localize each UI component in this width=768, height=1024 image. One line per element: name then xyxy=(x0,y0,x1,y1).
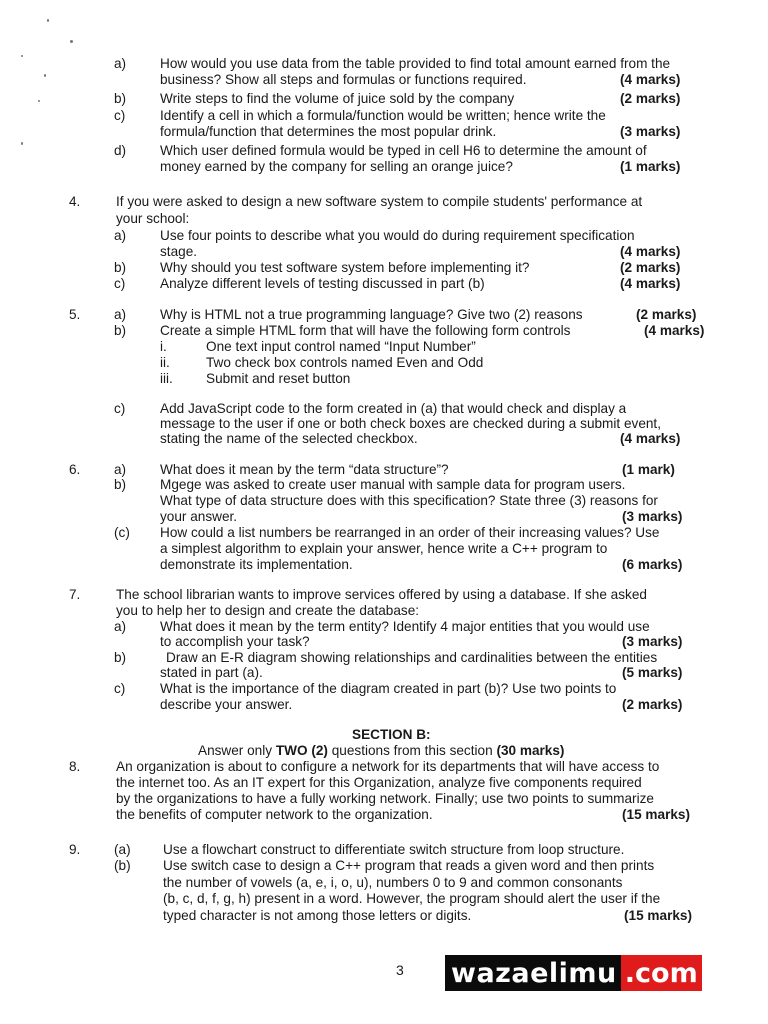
scan-speck xyxy=(44,74,46,77)
instr-text: Answer only xyxy=(198,743,276,758)
q6b-text: Mgege was asked to create user manual with sample data for program users. xyxy=(160,477,626,492)
q7-number: 7. xyxy=(69,587,81,602)
q9b-text: typed character is not among those letters or digits. xyxy=(163,908,472,923)
q3d-marks: (1 marks) xyxy=(620,159,681,174)
q4-stem: If you were asked to design a new software system to compile students' performance at xyxy=(116,194,643,209)
q7b-label: b) xyxy=(114,650,127,665)
q3d-text: Which user defined formula would be typed in cell H6 to determine the amount of xyxy=(160,143,647,158)
q9b-text: Use switch case to design a C++ program that reads a given word and then prints xyxy=(163,858,655,873)
q3c-label: c) xyxy=(114,108,126,123)
q4-stem: your school: xyxy=(116,211,190,226)
q6c-label: (c) xyxy=(114,525,130,540)
instr-text: questions from this section xyxy=(327,743,497,758)
q4b-marks: (2 marks) xyxy=(620,260,681,275)
q7-stem: The school librarian wants to improve services offered by using a database. If she asked xyxy=(116,587,647,602)
q5b-marks: (4 marks) xyxy=(644,323,705,338)
q8-text: by the organizations to have a fully working network. Finally; use two points to summarize xyxy=(116,791,654,806)
q6b-marks: (3 marks) xyxy=(622,509,683,524)
scan-speck xyxy=(21,142,23,145)
q3a-label: a) xyxy=(114,56,127,71)
q3b-marks: (2 marks) xyxy=(620,91,681,106)
q5a-text: Why is HTML not a true programming language? Give two (2) reasons xyxy=(160,307,583,322)
page-number: 3 xyxy=(396,962,404,978)
q5c-text: message to the user if one or both check boxes are checked during a submit event, xyxy=(160,416,661,431)
q5b-label: b) xyxy=(114,323,127,338)
q8-text: the internet too. As an IT expert for this Organization, analyze five components required xyxy=(116,775,642,790)
q6c-marks: (6 marks) xyxy=(622,557,683,572)
q9b-label: (b) xyxy=(114,858,131,873)
q7c-text: describe your answer. xyxy=(160,697,293,712)
scan-speck xyxy=(70,40,73,43)
q5b-i-text: One text input control named “Input Number” xyxy=(206,339,476,354)
q6a-text: What does it mean by the term “data structure”? xyxy=(160,462,449,477)
q3c-marks: (3 marks) xyxy=(620,124,681,139)
q3a-text: business? Show all steps and formulas or functions required. xyxy=(160,72,527,87)
q7a-marks: (3 marks) xyxy=(622,634,683,649)
scan-speck xyxy=(47,19,49,22)
q7c-label: c) xyxy=(114,681,126,696)
q7a-text: to accomplish your task? xyxy=(160,634,310,649)
q8-number: 8. xyxy=(69,759,81,774)
q5b-ii-text: Two check box controls named Even and Odd xyxy=(206,355,484,370)
q5c-text: stating the name of the selected checkbox. xyxy=(160,431,418,446)
q5a-label: a) xyxy=(114,307,127,322)
q7b-marks: (5 marks) xyxy=(622,665,683,680)
q4a-marks: (4 marks) xyxy=(620,244,681,259)
q5c-marks: (4 marks) xyxy=(620,431,681,446)
q5b-iii-label: iii. xyxy=(160,371,173,386)
q9b-marks: (15 marks) xyxy=(624,908,693,923)
q5b-iii-text: Submit and reset button xyxy=(206,371,351,386)
q3c-text: formula/function that determines the most popular drink. xyxy=(160,124,497,139)
q4c-label: c) xyxy=(114,276,126,291)
q4a-text: Use four points to describe what you would do during requirement specification xyxy=(160,228,635,243)
logo-text: wazaelimu xyxy=(445,955,621,991)
section-b-title: SECTION B: xyxy=(352,727,431,742)
q5b-i-label: i. xyxy=(160,339,167,354)
scan-speck xyxy=(21,55,23,57)
q5a-marks: (2 marks) xyxy=(636,307,697,322)
q7b-text: Draw an E-R diagram showing relationships and cardinalities between the entities xyxy=(166,650,658,665)
q6-number: 6. xyxy=(69,462,81,477)
q4a-text: stage. xyxy=(160,244,198,259)
q7b-text: stated in part (a). xyxy=(160,665,263,680)
q6a-marks: (1 mark) xyxy=(622,462,675,477)
q6a-label: a) xyxy=(114,462,127,477)
q4a-label: a) xyxy=(114,228,127,243)
q7c-marks: (2 marks) xyxy=(622,697,683,712)
q3d-text: money earned by the company for selling an orange juice? xyxy=(160,159,513,174)
q9a-label: (a) xyxy=(114,842,131,857)
instr-marks: (30 marks) xyxy=(496,743,565,758)
logo-domain: .com xyxy=(621,955,702,991)
q7a-text: What does it mean by the term entity? Identify 4 major entities that you would use xyxy=(160,619,650,634)
q7c-text: What is the importance of the diagram created in part (b)? Use two points to xyxy=(160,681,617,696)
q7a-label: a) xyxy=(114,619,127,634)
q9a-text: Use a flowchart construct to differentiate switch structure from loop structure. xyxy=(163,842,625,857)
q6b-label: b) xyxy=(114,477,127,492)
instr-count: TWO (2) xyxy=(275,743,328,758)
q4-number: 4. xyxy=(69,194,81,209)
q8-marks: (15 marks) xyxy=(622,807,691,822)
q6b-text: What type of data structure does with this specification? State three (3) reasons for xyxy=(160,493,658,508)
q4b-text: Why should you test software system before implementing it? xyxy=(160,260,530,275)
q3a-marks: (4 marks) xyxy=(620,72,681,87)
q9-number: 9. xyxy=(69,842,81,857)
q6c-text: How could a list numbers be rearranged in an order of their increasing values? Use xyxy=(160,525,660,540)
q3c-text: Identify a cell in which a formula/function would be written; hence write the xyxy=(160,108,606,123)
q8-text: the benefits of computer network to the organization. xyxy=(116,807,433,822)
q4c-marks: (4 marks) xyxy=(620,276,681,291)
q3d-label: d) xyxy=(114,143,127,158)
q6b-text: your answer. xyxy=(160,509,238,524)
q5b-ii-label: ii. xyxy=(160,355,170,370)
q4c-text: Analyze different levels of testing discussed in part (b) xyxy=(160,276,485,291)
q4b-label: b) xyxy=(114,260,127,275)
q3b-label: b) xyxy=(114,91,127,106)
section-b-instructions xyxy=(198,743,564,759)
q6c-text: demonstrate its implementation. xyxy=(160,557,353,572)
q5b-text: Create a simple HTML form that will have the following form controls xyxy=(160,323,571,338)
q3b-text: Write steps to find the volume of juice sold by the company xyxy=(160,91,515,106)
q3a-text: How would you use data from the table provided to find total amount earned from the xyxy=(160,56,671,71)
q5-number: 5. xyxy=(69,307,81,322)
q6c-text: a simplest algorithm to explain your answer, hence write a C++ program to xyxy=(160,541,608,556)
q5c-text: Add JavaScript code to the form created in (a) that would check and display a xyxy=(160,401,627,416)
scan-speck xyxy=(38,100,40,102)
q9b-text: the number of vowels (a, e, i, o, u), numbers 0 to 9 and common consonants xyxy=(163,875,623,890)
q9b-text: (b, c, d, f, g, h) present in a word. However, the program should alert the user if the xyxy=(163,891,661,906)
q8-text: An organization is about to configure a network for its departments that will have access to xyxy=(116,759,660,774)
wazaelimu-logo xyxy=(445,955,701,991)
q5c-label: c) xyxy=(114,401,126,416)
q7-stem: you to help her to design and create the database: xyxy=(116,603,420,618)
